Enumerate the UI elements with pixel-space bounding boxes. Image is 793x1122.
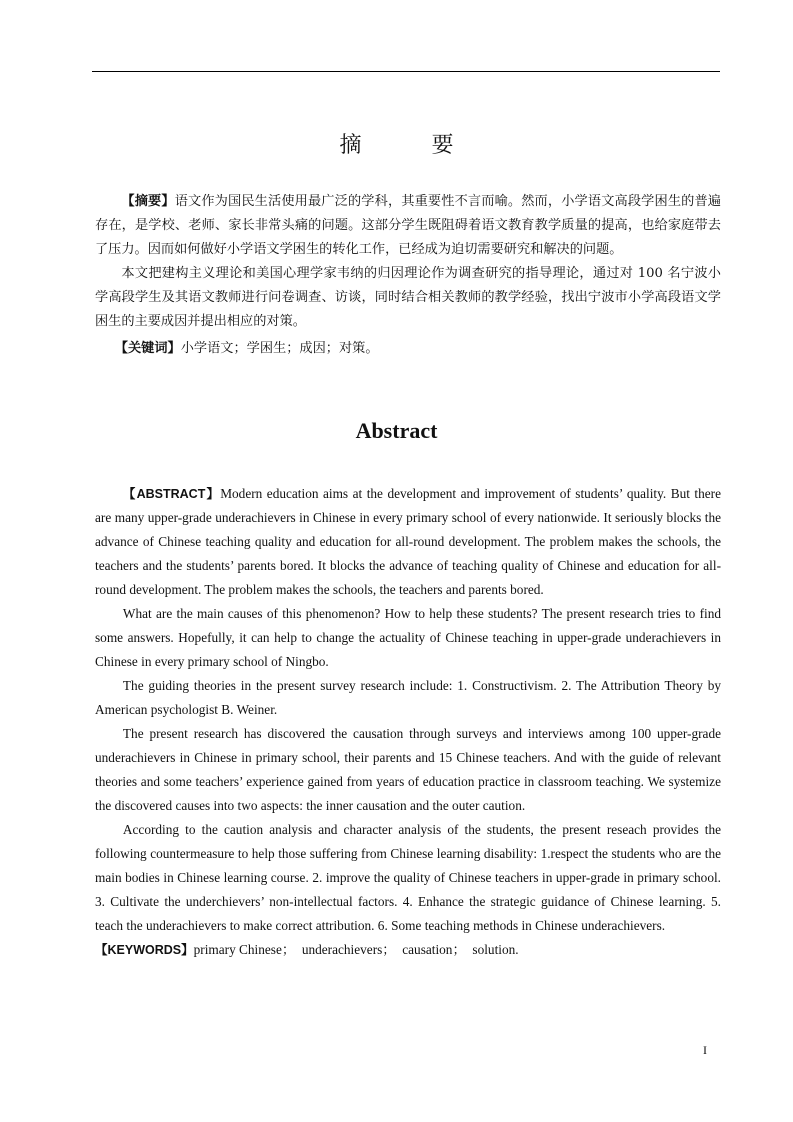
english-abstract-body [95,482,721,962]
chinese-abstract-label: 【摘要】 [121,194,175,209]
english-paragraph-1-text: Modern education aims at the development and improvement of students’ quality. But there are many upper-grade underachievers in Chinese in every primary school of every nationwide. It seriously blocks the advance of Chinese teaching quality and education for all-round development. The problem makes the schools, the teachers and the students’ parents bored. It blocks the advance of teaching quality of Chinese and education for all-round development. The problem makes the schools, the teachers and parents bored. [95,486,722,597]
english-abstract-paragraph-2: What are the main causes of this phenomenon? How to help these students? The present research tries to find some answers. Hopefully, it can help to change the actuality of Chinese teaching in upper-grade underachievers in Chinese in every primary school of Ningbo. [95,606,721,669]
chinese-abstract-title: 摘 要 [339,133,478,158]
english-abstract-paragraph-3: The guiding theories in the present survey research include: 1. Constructivism. 2. The Attribution Theory by American psychologist B. Weiner. [95,678,721,717]
english-abstract-paragraph-5: According to the caution analysis and character analysis of the students, the present reseach provides the following countermeasure to help those suffering from Chinese learning disability: 1.respect the students who are the main bodies in Chinese learning course. 2. improve the quality of Chinese teachers in upper-grade in primary school. 3. Cultivate the underchievers’ non-intellectual factors. 4. Enhance the strategic guidance of Chinese learning. 5. teach the underachievers to make correct attribution. 6. Some teaching methods in Chinese underachievers. [95,822,721,933]
page-number: I [703,1043,707,1057]
chinese-abstract-paragraph-2: 本文把建构主义理论和美国心理学家韦纳的归因理论作为调查研究的指导理论，通过对 100 名宁波小学高段学生及其语文教师进行问卷调查、访谈，同时结合相关教师的教学经验，找出宁波市小学高段语文学困生的主要成因并提出相应的对策。 [95,266,721,329]
chinese-abstract-body [95,190,721,361]
english-abstract-label: 【ABSTRACT】 [122,487,221,501]
english-abstract-title: Abstract [355,418,438,443]
english-abstract-paragraph-4: The present research has discovered the causation through surveys and interviews among 100 upper-grade underachievers in Chinese in primary school, their parents and 15 Chinese teachers. And with the guide of relevant theories and some teachers’ experience gained from years of education practice in classroom teaching. We systemize the discovered causes into two aspects: the inner causation and the outer caution. [95,726,721,813]
chinese-keywords-text: 小学语文；学困生；成因；对策。 [180,341,379,356]
english-keywords-text: primary Chinese； underachievers； causation； solution. [193,942,519,957]
english-abstract-paragraph-1 [95,482,721,602]
chinese-keywords-label: 【关键词】 [114,341,181,356]
chinese-abstract-paragraph-1 [95,190,721,262]
header-rule [92,71,720,72]
english-keywords [95,938,721,962]
chinese-paragraph-1-text: 语文作为国民生活使用最广泛的学科，其重要性不言而喻。然而，小学语文高段学困生的普遍存在，是学校、老师、家长非常头痛的问题。这部分学生既阻碍着语文教育教学质量的提高，也给家庭带去了压力。因而如何做好小学语文学困生的转化工作，已经成为迫切需要研究和解决的问题。 [95,194,721,257]
english-keywords-label: 【KEYWORDS】 [95,943,194,957]
chinese-keywords [95,337,721,361]
